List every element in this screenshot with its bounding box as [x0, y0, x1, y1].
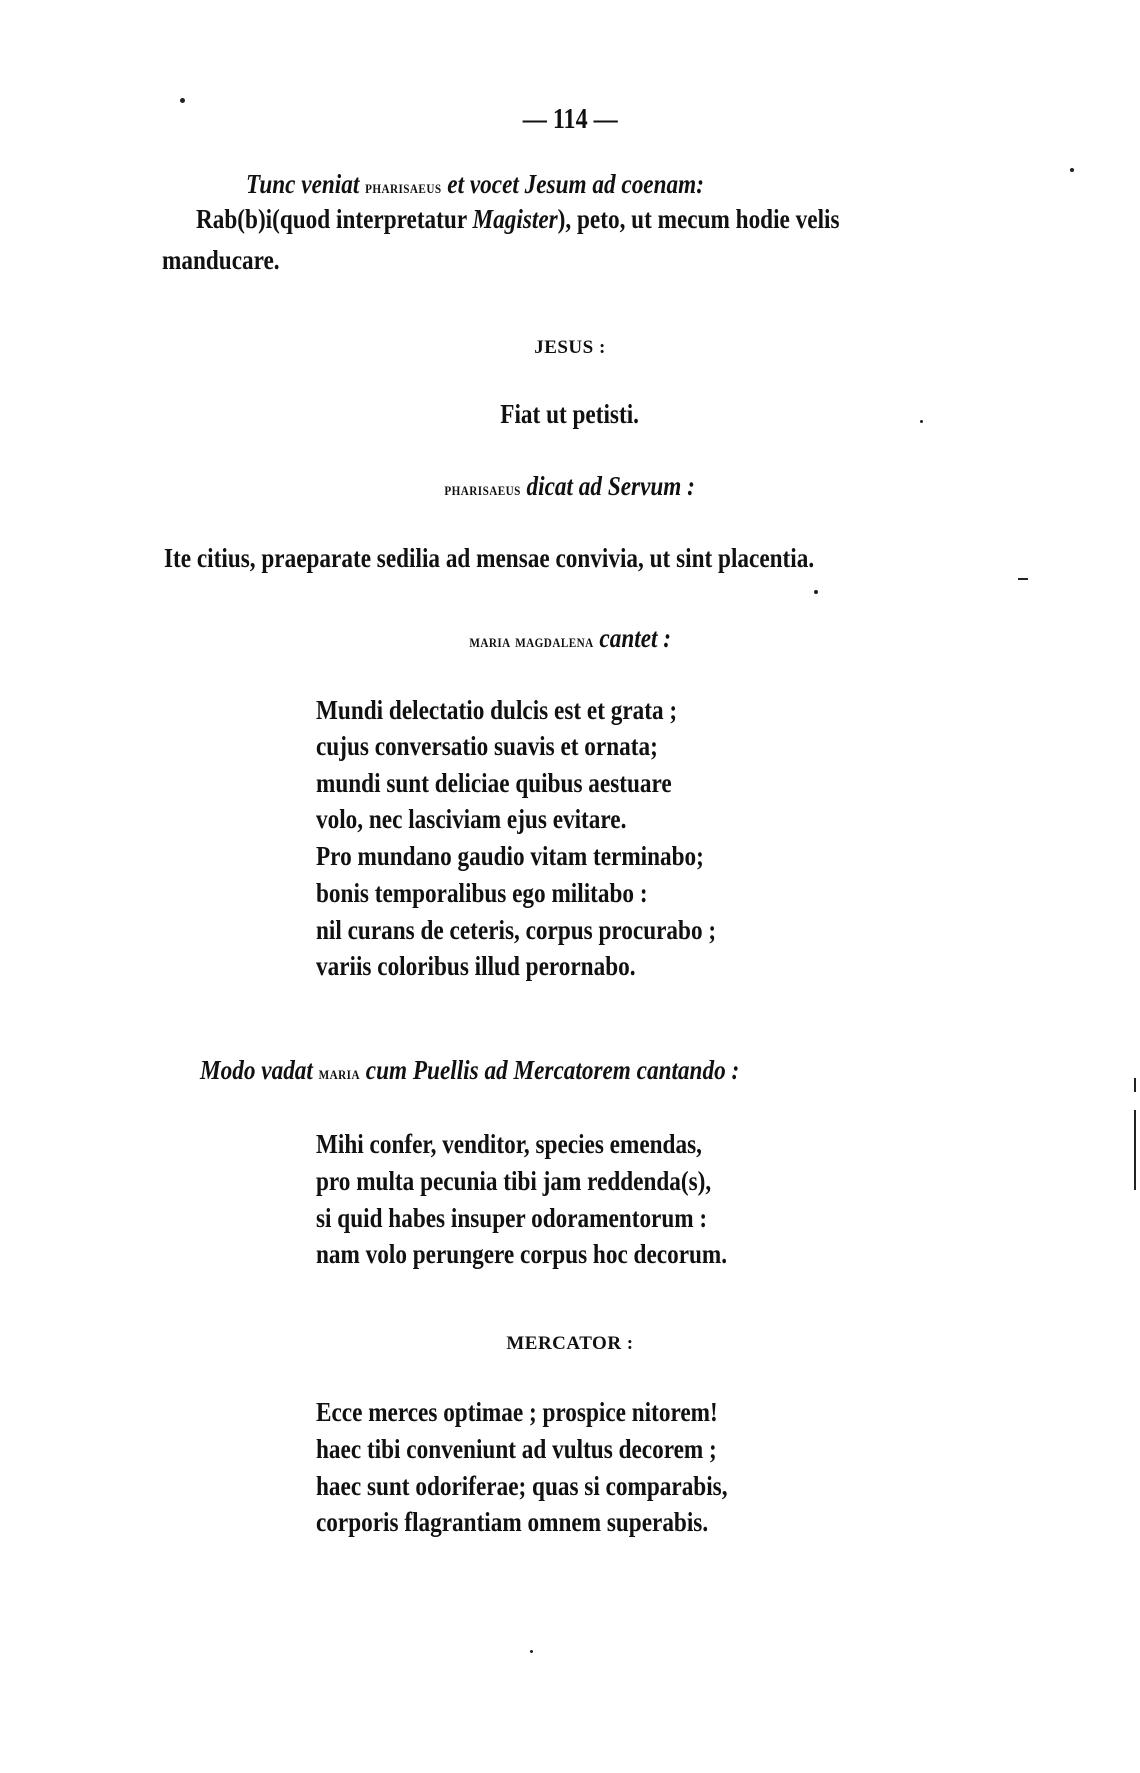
stage-direction-3: maria magdalena cantet : — [469, 623, 671, 653]
pharisaeus-speech-line-1: Rab(b)i(quod interpretatur Magister), peto, ut mecum hodie velis — [196, 204, 840, 234]
verse-line: nil curans de ceteris, corpus procurabo ; — [316, 915, 717, 945]
page-number: — 114 — — [522, 104, 618, 135]
speaker-jesus: JESUS : — [534, 337, 606, 358]
jesus-line: Fiat ut petisti. — [500, 399, 640, 429]
stage-direction-2: pharisaeus dicat ad Servum : — [444, 471, 696, 501]
pharisaeus-speech-line-2: manducare. — [162, 245, 280, 275]
verse-line: corporis flagrantiam omnem superabis. — [316, 1507, 709, 1537]
scan-speck — [920, 420, 923, 423]
verse-line: haec sunt odoriferae; quas si comparabis, — [316, 1471, 728, 1501]
scan-speck — [530, 1650, 533, 1653]
stage-direction-4: Modo vadat maria cum Puellis ad Mercatorem cantando : — [200, 1055, 740, 1085]
margin-bar — [1134, 1078, 1136, 1092]
verse-line: Pro mundano gaudio vitam terminabo; — [316, 841, 704, 871]
margin-bar — [1134, 1110, 1136, 1190]
pharisaeus-line: Ite citius, praeparate sedilia ad mensae convivia, ut sint placentia. — [164, 543, 815, 573]
verse-line: pro multa pecunia tibi jam reddenda(s), — [316, 1166, 712, 1196]
margin-mark — [1018, 578, 1028, 580]
verse-line: bonis temporalibus ego militabo : — [316, 878, 648, 908]
scan-speck — [1070, 168, 1074, 172]
verse-line: si quid habes insuper odoramentorum : — [316, 1203, 708, 1233]
verse-line: Mihi confer, venditor, species emendas, — [316, 1129, 702, 1159]
verse-line: haec tibi conveniunt ad vultus decorem ; — [316, 1434, 717, 1464]
verse-line: Ecce merces optimae ; prospice nitorem! — [316, 1397, 718, 1427]
stage-direction-1: Tunc veniat pharisaeus et vocet Jesum ad coenam: — [246, 169, 704, 199]
verse-line: nam volo perungere corpus hoc decorum. — [316, 1239, 728, 1269]
verse-line: volo, nec lasciviam ejus evitare. — [316, 804, 627, 834]
verse-line: variis coloribus illud perornabo. — [316, 951, 636, 981]
verse-line: mundi sunt deliciae quibus aestuare — [316, 768, 672, 798]
speaker-mercator: MERCATOR : — [506, 1333, 634, 1354]
verse-line: cujus conversatio suavis et ornata; — [316, 731, 658, 761]
scan-speck — [814, 590, 818, 594]
verse-line: Mundi delectatio dulcis est et grata ; — [316, 695, 678, 725]
scan-speck — [180, 98, 185, 103]
